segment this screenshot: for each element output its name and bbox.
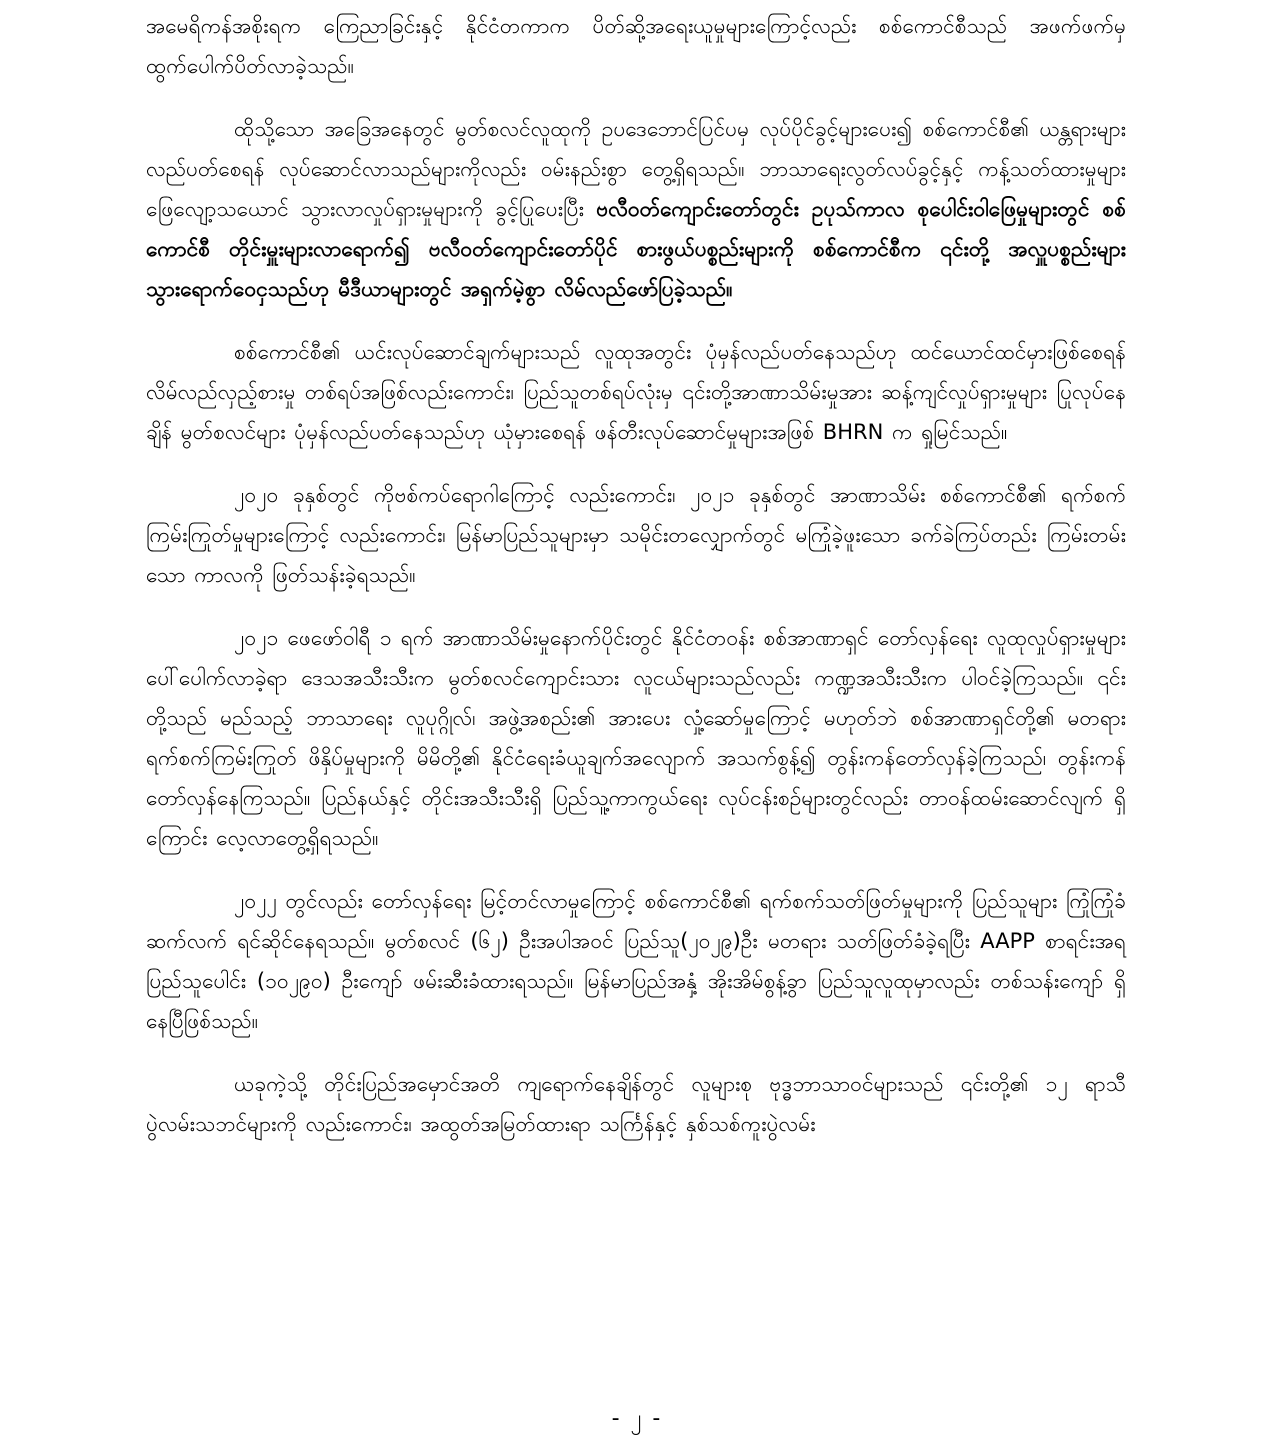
paragraph-7-text: ယခုကဲ့သို့ တိုင်းပြည်အမှောင်အတိ ကျရောက်နေချိန်တွင် လူများစု ဗုဒ္ဓဘာသာဝင်များသည် ၎င်းတို့၏ ၁၂ ရာသီ ပွဲလမ်းသဘင်များကို လည်းကောင်း၊ အထွတ်အမြတ်ထားရာ သင်္ကြန်နှင့် နှစ်သစ်ကူးပွဲလမ်း — [146, 1072, 1126, 1136]
page-number: - ၂ - — [611, 1406, 663, 1431]
paragraph-4-text: ၂၀၂၀ ခုနှစ်တွင် ကိုဗစ်ကပ်ရောဂါကြောင့် လည်းကောင်း၊ ၂၀၂၁ ခုနှစ်တွင် အာဏာသိမ်း စစ်ကောင်စီ၏ ရက်စက်ကြမ်းကြုတ်မှုများကြောင့် လည်းကောင်း၊ မြန်မာပြည်သူများမှာ သမိုင်းတလျှောက်တွင် မကြုံခဲ့ဖူးသော ခက်ခဲကြပ်တည်း ကြမ်းတမ်းသော ကာလကို ဖြတ်သန်းခဲ့ရသည်။ — [146, 483, 1126, 587]
paragraph-3-text: စစ်ကောင်စီ၏ ယင်းလုပ်ဆောင်ချက်များသည် လူထုအတွင်း ပုံမှန်လည်ပတ်နေသည်ဟု ထင်ယောင်ထင်မှားဖြစ်စေရန် လိမ်လည်လှည့်စားမှု တစ်ရပ်အဖြစ်လည်းကောင်း၊ ပြည်သူတစ်ရပ်လုံးမှ ၎င်းတို့အာဏာသိမ်းမှုအား ဆန့်ကျင်လှုပ်ရှားမှုများ ပြုလုပ်နေချိန် မွတ်စလင်များ ပုံမှန်လည်ပတ်နေသည်ဟု ယုံမှားစေရန် ဖန်တီးလုပ်ဆောင်မှုများအဖြစ် BHRN က ရှုမြင်သည်။ — [146, 340, 1126, 444]
paragraph-4 — [146, 475, 1126, 595]
document-body — [146, 6, 1126, 1167]
paragraph-1 — [146, 6, 1126, 86]
paragraph-2-text: ထိုသို့သော အခြေအနေတွင် မွတ်စလင်လူထုကို ဥပဒေဘောင်ပြင်ပမှ လုပ်ပိုင်ခွင့်များပေး၍ စစ်ကောင်စီ၏ ယန္တရားများ လည်ပတ်စေရန် လုပ်ဆောင်လာသည်များကိုလည်း ဝမ်းနည်းစွာ တွေ့ရှိရသည်။ ဘာသာရေးလွတ်လပ်ခွင့်နှင့် ကန့်သတ်ထားမှုများ ဖြေလျော့သယောင် သွားလာလှုပ်ရှားမှုများကို ခွင့်ပြုပေးပြီး — [146, 117, 1126, 221]
paragraph-2 — [146, 109, 1126, 309]
paragraph-6-text: ၂၀၂၂ တွင်လည်း တော်လှန်ရေး မြင့်တင်လာမှုကြောင့် စစ်ကောင်စီ၏ ရက်စက်သတ်ဖြတ်မှုများကို ပြည်သူများ ကြုံကြုံခံဆက်လက် ရင်ဆိုင်နေရသည်။ မွတ်စလင် (၆၂) ဦးအပါအဝင် ပြည်သူ(၂၀၂၉)ဦး မတရား သတ်ဖြတ်ခံခဲ့ရပြီး AAPP စာရင်းအရ ပြည်သူပေါင်း (၁၀၂၉၀) ဦးကျော် ဖမ်းဆီးခံထားရသည်။ မြန်မာပြည်အနှံ့ အိုးအိမ်စွန့်ခွာ ပြည်သူလူထုမှာလည်း တစ်သန်းကျော် ရှိနေပြီဖြစ်သည်။ — [146, 889, 1126, 1033]
paragraph-6 — [146, 881, 1126, 1041]
paragraph-7 — [146, 1064, 1126, 1144]
paragraph-1-text: အမေရိကန်အစိုးရက ကြေညာခြင်းနှင့် နိုင်ငံတကာက ပိတ်ဆို့အရေးယူမှုများကြောင့်လည်း စစ်ကောင်စီသည် အဖက်ဖက်မှ ထွက်ပေါက်ပိတ်လာခဲ့သည်။ — [146, 14, 1126, 78]
paragraph-2-bold-text: ဗလီဝတ်ကျောင်းတော်တွင်း ဥပုသ်ကာလ စုပေါင်းဝါဖြေမှုများတွင် စစ်ကောင်စီ တိုင်းမှူးများလာရောက်၍ ဗလီဝတ်ကျောင်းတော်ပိုင် စားဖွယ်ပစ္စည်းများကို စစ်ကောင်စီက ၎င်းတို့ အလှူပစ္စည်းများ သွားရောက်ဝေငှသည်ဟု မီဒီယာများတွင် အရှက်မဲ့စွာ လိမ်လည်ဖော်ပြခဲ့သည်။ — [146, 197, 1126, 301]
paragraph-3 — [146, 332, 1126, 452]
paragraph-5-text: ၂၀၂၁ ဖေဖော်ဝါရီ ၁ ရက် အာဏာသိမ်းမှုနောက်ပိုင်းတွင် နိုင်ငံတဝန်း စစ်အာဏာရှင် တော်လှန်ရေး လူထုလှုပ်ရှားမှုများ ပေါ်ပေါက်လာခဲ့ရာ ဒေသအသီးသီးက မွတ်စလင်ကျောင်းသား လူငယ်များသည်လည်း ကဏ္ဍအသီးသီးက ပါဝင်ခဲ့ကြသည်။ ၎င်းတို့သည် မည်သည့် ဘာသာရေး လူပုဂ္ဂိုလ်၊ အဖွဲ့အစည်း၏ အားပေး လှုံ့ဆော်မှုကြောင့် မဟုတ်ဘဲ စစ်အာဏာရှင်တို့၏ မတရား ရက်စက်ကြမ်းကြုတ် ဖိနှိပ်မှုများကို မိမိတို့၏ နိုင်ငံရေးခံယူချက်အလျောက် အသက်စွန့်၍ တွန်းကန်တော်လှန်ခဲ့ကြသည်၊ တွန်းကန်တော်လှန်နေကြသည်။ ပြည်နယ်နှင့် တိုင်းအသီးသီးရှိ ပြည်သူ့ကာကွယ်ရေး လုပ်ငန်းစဉ်များတွင်လည်း တာဝန်ထမ်းဆောင်လျက် ရှိကြောင်း လေ့လာတွေ့ရှိရသည်။ — [146, 626, 1126, 850]
paragraph-5 — [146, 618, 1126, 858]
